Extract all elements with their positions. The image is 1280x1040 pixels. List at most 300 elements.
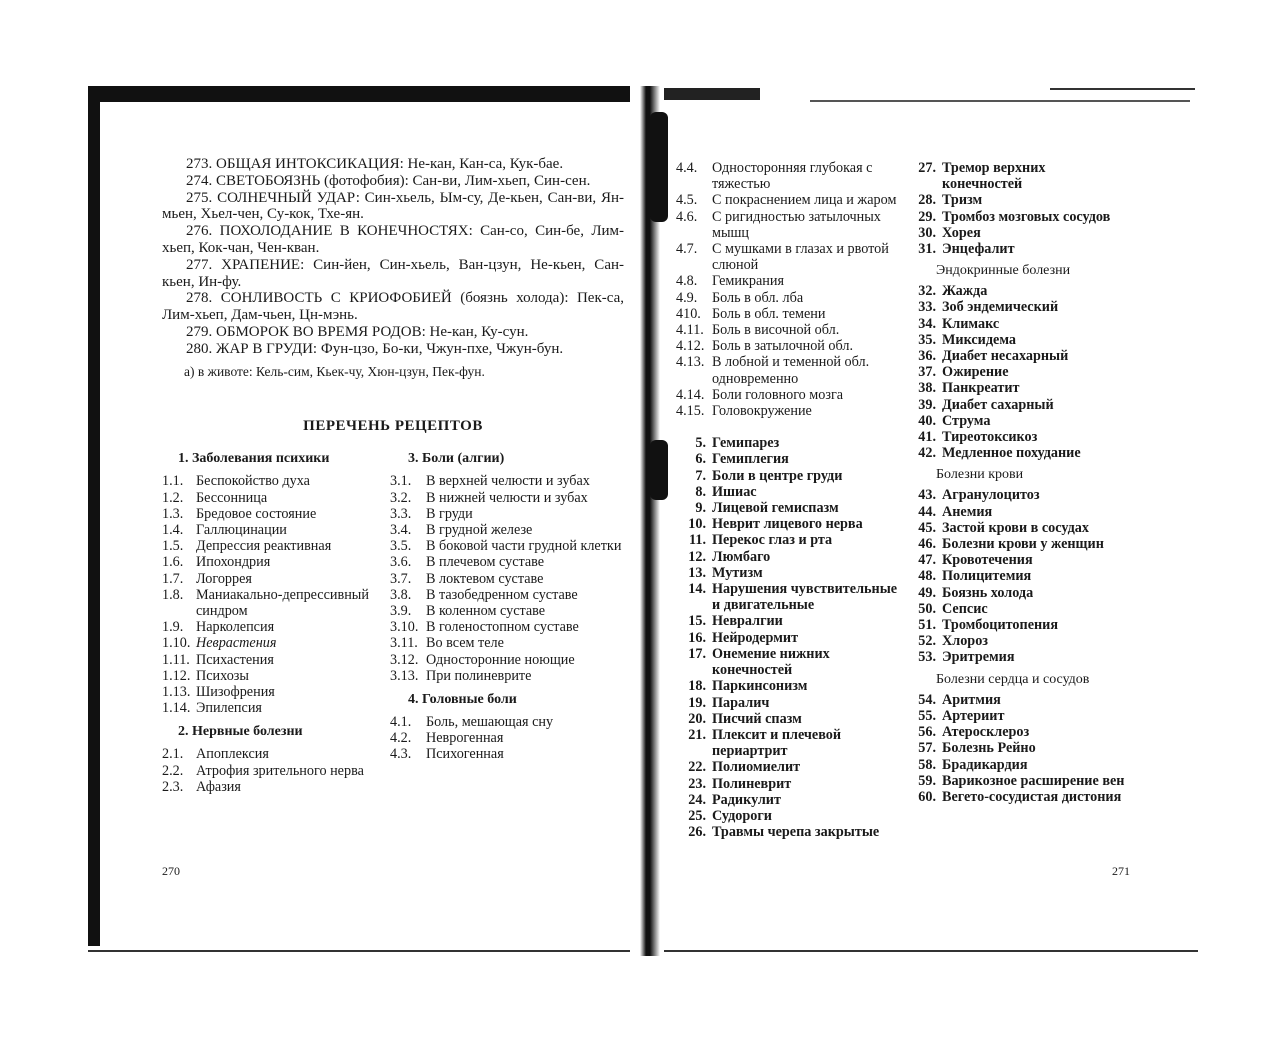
list-item <box>676 241 904 273</box>
item-text: Полицитемия <box>942 568 1032 585</box>
list-item <box>912 348 1126 364</box>
index-entry <box>162 223 624 257</box>
spine-shadow <box>650 440 668 500</box>
list-item <box>162 571 380 587</box>
entry-number: 275. <box>186 189 213 206</box>
item-number: 25. <box>688 807 706 824</box>
item-text: Плексит и плечевой периартрит <box>712 726 842 760</box>
item-number: 56. <box>918 724 936 741</box>
item-text: Писчий спазм <box>712 710 802 727</box>
item-text: Перекос глаз и рта <box>712 532 833 549</box>
list-item <box>676 209 904 241</box>
list-item <box>912 789 1126 805</box>
list-item <box>162 668 380 684</box>
item-number: 3.3. <box>390 505 412 522</box>
list-item <box>912 429 1126 445</box>
item-text: Односторонняя глубокая с тяжестью <box>712 160 873 193</box>
item-text: Климакс <box>942 315 1000 332</box>
entry-text: СВЕТОБОЯЗНЬ (фотофобия): Сан-ви, Лим-хьеп, Син-сен. <box>216 172 591 189</box>
list-item <box>912 649 1126 665</box>
item-text: Невралгии <box>712 613 783 630</box>
item-number: 6. <box>695 451 706 468</box>
item-text: Анемия <box>942 503 993 520</box>
item-number: 1.13. <box>162 684 191 700</box>
item-number: 45. <box>918 519 936 536</box>
item-number: 1.3. <box>162 505 184 522</box>
item-number: 3.2. <box>390 489 412 506</box>
list-item <box>390 571 626 587</box>
list-item <box>912 413 1126 429</box>
item-number: 50. <box>918 600 936 617</box>
list-item <box>676 322 904 338</box>
item-text: Люмбаго <box>712 548 771 565</box>
item-text: Ожирение <box>942 364 1009 381</box>
item-number: 4.9. <box>676 289 698 306</box>
list-item <box>676 581 904 613</box>
item-text: Онемение нижних конечностей <box>712 645 830 679</box>
list-item <box>676 824 904 840</box>
item-number: 2.1. <box>162 746 184 763</box>
item-text: Артериит <box>942 707 1005 724</box>
item-number: 1.6. <box>162 554 184 571</box>
item-text: Медленное похудание <box>942 445 1081 462</box>
item-text: В тазобедренном суставе <box>426 586 578 603</box>
item-number: 1.4. <box>162 521 184 538</box>
item-text: Боль, мешающая сну <box>426 714 554 730</box>
item-number: 48. <box>918 568 936 585</box>
item-text: Бредовое состояние <box>196 505 317 522</box>
item-number: 1.1. <box>162 473 184 490</box>
item-text: Панкреатит <box>942 380 1020 397</box>
list-item <box>912 692 1126 708</box>
list-item <box>676 808 904 824</box>
item-text: Нейродермит <box>712 629 799 646</box>
list-item <box>912 160 1126 192</box>
item-number: 4.11. <box>676 322 704 339</box>
item-text: Гемипарез <box>712 435 780 452</box>
item-number: 1.5. <box>162 538 184 555</box>
entry-number: 280. <box>186 340 213 357</box>
item-number: 4.2. <box>390 730 412 747</box>
item-number: 3.8. <box>390 586 412 603</box>
list-item <box>162 746 380 762</box>
item-text: Боль в височной обл. <box>712 322 840 339</box>
list-item <box>676 792 904 808</box>
item-text: Энцефалит <box>942 241 1015 258</box>
item-text: Диабет сахарный <box>942 396 1054 413</box>
list-item <box>676 273 904 289</box>
list-item <box>162 490 380 506</box>
entry-text: ЖАР В ГРУДИ: Фун-цзо, Бо-ки, Чжун-пхе, Чжун-бун. <box>216 340 564 357</box>
list-item <box>162 635 380 651</box>
page-number-right: 271 <box>1112 864 1130 878</box>
item-text: В грудной железе <box>426 521 533 538</box>
list-item <box>390 603 626 619</box>
item-number: 4.5. <box>676 192 698 209</box>
entry-text: ОБЩАЯ ИНТОКСИКАЦИЯ: Не-кан, Кан-са, Кук-бае. <box>216 156 564 172</box>
item-text: В груди <box>426 505 473 522</box>
item-text: Болезнь Рейно <box>942 740 1036 757</box>
item-text: Апоплексия <box>196 746 269 763</box>
list-item <box>390 554 626 570</box>
list-item <box>162 522 380 538</box>
item-number: 12. <box>688 548 706 565</box>
item-number: 10. <box>688 516 706 533</box>
item-text: Лицевой гемиспазм <box>712 500 839 517</box>
list-item <box>676 468 904 484</box>
list-item <box>676 435 904 451</box>
item-number: 14. <box>688 581 706 598</box>
item-text: Мутизм <box>712 564 763 581</box>
entry-text: СОНЛИВОСТЬ С КРИОФОБИЕЙ (боязнь холода): Пек-са, Лим-хьеп, Дам-чьен, Цн-мэнь. <box>162 290 625 324</box>
item-number: 1.2. <box>162 489 184 506</box>
item-text: Эритремия <box>942 649 1015 666</box>
item-text: В боковой части грудной клетки <box>426 538 622 555</box>
list-item <box>676 306 904 322</box>
list-item <box>162 763 380 779</box>
index-entry <box>162 173 624 190</box>
index-entry <box>162 324 624 341</box>
item-number: 42. <box>918 445 936 462</box>
list-item <box>676 516 904 532</box>
item-text: Аритмия <box>942 691 1001 708</box>
item-text: Афазия <box>196 778 241 795</box>
item-number: 52. <box>918 633 936 650</box>
list-item <box>912 724 1126 740</box>
item-number: 60. <box>918 788 936 805</box>
list-item <box>676 484 904 500</box>
item-number: 7. <box>695 467 706 484</box>
list-item <box>912 380 1126 396</box>
item-number: 31. <box>918 241 936 258</box>
list-item <box>912 225 1126 241</box>
item-text: Тромбоз мозговых сосудов <box>942 208 1111 225</box>
item-number: 1.10. <box>162 635 191 652</box>
item-number: 3.1. <box>390 473 412 490</box>
list-item <box>162 538 380 554</box>
item-text: В локтевом суставе <box>426 570 544 587</box>
item-text: Психозы <box>196 667 249 684</box>
item-text: В плечевом суставе <box>426 554 545 571</box>
list-item <box>390 506 626 522</box>
item-number: 20. <box>688 710 706 727</box>
item-text: С мушками в глазах и рвотой слюной <box>712 241 889 274</box>
item-text: Паркинсонизм <box>712 678 808 695</box>
item-text: Радикулит <box>712 791 781 808</box>
item-text: Застой крови в сосудах <box>942 519 1089 536</box>
list-item <box>676 403 904 419</box>
item-number: 4.15. <box>676 403 705 420</box>
item-text: Атеросклероз <box>942 724 1030 741</box>
item-text: Нарушения чувствительные и двигательные <box>712 581 898 614</box>
item-text: Неврит лицевого нерва <box>712 516 863 533</box>
list-item <box>912 601 1126 617</box>
list-item <box>162 779 380 795</box>
list-item <box>676 549 904 565</box>
list-item <box>676 354 904 386</box>
item-text: Брадикардия <box>942 756 1028 773</box>
section-heading: ПЕРЕЧЕНЬ РЕЦЕПТОВ <box>303 418 483 435</box>
item-text: Ипохондрия <box>196 554 271 571</box>
item-number: 33. <box>918 299 936 316</box>
list-item <box>390 635 626 651</box>
item-number: 30. <box>918 224 936 241</box>
item-text: Нарколепсия <box>196 619 275 636</box>
category-title: 2. Нервные болезни <box>178 724 303 740</box>
item-number: 19. <box>688 694 706 711</box>
item-text: Полиневрит <box>712 775 792 792</box>
item-number: 21. <box>688 726 706 743</box>
item-number: 2.3. <box>162 778 184 795</box>
item-text: Зоб эндемический <box>942 299 1059 316</box>
item-number: 4.3. <box>390 746 412 763</box>
item-number: 3.11. <box>390 635 418 652</box>
item-number: 23. <box>688 775 706 792</box>
item-text: Ишиас <box>712 483 757 500</box>
list-item <box>912 757 1126 773</box>
item-number: 3.12. <box>390 651 419 668</box>
item-text: При полиневрите <box>426 667 532 684</box>
item-text: Судороги <box>712 807 772 824</box>
item-text: Неврастения <box>196 635 277 652</box>
item-text: Шизофрения <box>196 684 275 700</box>
item-text: Во всем теле <box>426 635 504 652</box>
item-text: Неврогенная <box>426 730 504 747</box>
item-number: 1.14. <box>162 700 191 717</box>
item-text: В лобной и теменной обл. одновременно <box>712 354 870 387</box>
list-item <box>912 520 1126 536</box>
entry-number: 279. <box>186 323 213 340</box>
item-text: Миксидема <box>942 331 1016 348</box>
list-item <box>676 192 904 208</box>
list-item <box>912 192 1126 208</box>
item-text: Хлороз <box>942 633 988 650</box>
item-number: 4.6. <box>676 208 698 225</box>
item-text: Струма <box>942 412 991 429</box>
list-item <box>390 746 626 762</box>
entry-text: СОЛНЕЧНЫЙ УДАР: Син-хьель, Ым-су, Де-кьен, Сан-ви, Ян-мьен, Хьел-чен, Су-кок, Тхе-ян. <box>162 189 624 223</box>
recipe-column-1 <box>162 451 380 795</box>
list-item <box>912 209 1126 225</box>
item-number: 4.1. <box>390 714 412 730</box>
item-text: Беспокойство духа <box>196 473 310 490</box>
item-number: 59. <box>918 772 936 789</box>
item-number: 29. <box>918 208 936 225</box>
item-text: Галлюцинации <box>196 521 287 538</box>
category-title: 3. Боли (алгии) <box>408 451 505 467</box>
item-text: Травмы черепа закрытые <box>712 824 880 841</box>
index-entry <box>162 190 624 224</box>
item-number: 410. <box>676 305 701 322</box>
item-number: 8. <box>695 483 706 500</box>
item-text: Атрофия зрительного нерва <box>196 762 364 779</box>
item-text: Психогенная <box>426 746 504 763</box>
index-entry <box>162 341 624 358</box>
item-number: 3.13. <box>390 667 419 684</box>
item-text: Агранулоцитоз <box>942 487 1040 504</box>
item-number: 46. <box>918 536 936 553</box>
entry-text: ХРАПЕНИЕ: Син-йен, Син-хьель, Ван-цзун, Не-кьен, Сан-кьен, Ин-фу. <box>162 256 624 290</box>
list-item <box>390 730 626 746</box>
list-item <box>676 613 904 629</box>
list-item <box>390 652 626 668</box>
list-item <box>676 678 904 694</box>
item-number: 1.12. <box>162 667 191 684</box>
item-number: 4.7. <box>676 241 698 258</box>
item-text: Гемикрания <box>712 273 784 290</box>
item-text: С ригидностью затылочных мышц <box>712 208 881 241</box>
item-number: 13. <box>688 564 706 581</box>
list-item <box>912 617 1126 633</box>
list-item <box>912 708 1126 724</box>
list-item <box>162 587 380 619</box>
item-number: 1.8. <box>162 586 184 603</box>
list-item <box>912 364 1126 380</box>
item-number: 3.6. <box>390 554 412 571</box>
list-item <box>390 668 626 684</box>
item-number: 11. <box>689 532 706 549</box>
item-text: Головокружение <box>712 403 812 420</box>
list-item <box>912 316 1126 332</box>
item-number: 16. <box>688 629 706 646</box>
item-number: 44. <box>918 503 936 520</box>
item-number: 36. <box>918 348 936 365</box>
list-item <box>162 506 380 522</box>
scan-rule-top-right-short <box>1050 88 1195 90</box>
item-text: Тромбоцитопения <box>942 617 1059 634</box>
list-item <box>912 633 1126 649</box>
item-number: 38. <box>918 380 936 397</box>
list-item <box>162 619 380 635</box>
list-item <box>162 554 380 570</box>
category-title: 1. Заболевания психики <box>178 451 330 467</box>
list-item <box>676 290 904 306</box>
list-item <box>912 504 1126 520</box>
item-text: Болезни крови у женщин <box>942 536 1104 553</box>
item-number: 4.14. <box>676 386 705 403</box>
item-text: Хорея <box>942 224 981 241</box>
item-text: В коленном суставе <box>426 602 546 619</box>
item-text: Тремор верхних конечностей <box>942 160 1046 193</box>
item-number: 15. <box>688 613 706 630</box>
item-text: Паралич <box>712 694 770 711</box>
list-item <box>162 473 380 489</box>
list-item <box>390 490 626 506</box>
item-text: Психастения <box>196 651 274 668</box>
item-text: Односторонние ноющие <box>426 651 575 668</box>
item-text: Боль в обл. лба <box>712 289 804 306</box>
item-number: 43. <box>918 487 936 504</box>
list-item <box>912 552 1126 568</box>
item-number: 4.4. <box>676 160 698 176</box>
list-item <box>912 397 1126 413</box>
list-item <box>676 646 904 678</box>
item-text: Кровотечения <box>942 552 1033 569</box>
item-text: Тиреотоксикоз <box>942 429 1038 446</box>
recipe-column-3 <box>676 160 904 840</box>
item-number: 3.4. <box>390 521 412 538</box>
list-item <box>912 740 1126 756</box>
item-number: 1.9. <box>162 619 184 636</box>
scan-edge-left <box>88 86 100 946</box>
item-number: 49. <box>918 584 936 601</box>
list-item <box>676 387 904 403</box>
index-entry <box>162 156 624 173</box>
entry-number: 277. <box>186 256 213 273</box>
scan-edge-top-right <box>660 88 760 100</box>
item-number: 3.5. <box>390 538 412 555</box>
item-text: Бессонница <box>196 489 268 506</box>
recipe-column-2 <box>390 451 626 762</box>
item-text: Боязнь холода <box>942 584 1034 601</box>
item-number: 55. <box>918 707 936 724</box>
item-number: 4.12. <box>676 338 705 355</box>
category-title: Болезни сердца и сосудов <box>936 671 1090 687</box>
item-number: 47. <box>918 552 936 569</box>
item-text: Диабет несахарный <box>942 348 1069 365</box>
item-number: 53. <box>918 649 936 666</box>
left-page <box>162 156 624 831</box>
item-number: 51. <box>918 617 936 634</box>
list-item <box>390 587 626 603</box>
list-item <box>912 299 1126 315</box>
category-title: Болезни крови <box>936 467 1024 483</box>
scan-rule-top-right <box>810 100 1190 102</box>
list-item <box>390 619 626 635</box>
list-item <box>676 727 904 759</box>
item-text: В голеностопном суставе <box>426 619 579 636</box>
item-text: Боль в затылочной обл. <box>712 338 854 355</box>
item-number: 3.7. <box>390 570 412 587</box>
item-number: 40. <box>918 412 936 429</box>
item-text: Вегето-сосудистая дистония <box>942 788 1122 805</box>
list-item <box>912 445 1126 461</box>
item-text: Маниакально-депрессивный синдром <box>196 586 369 619</box>
item-number: 4.8. <box>676 273 698 290</box>
item-number: 22. <box>688 759 706 776</box>
item-text: Гемиплегия <box>712 451 789 468</box>
list-item <box>676 500 904 516</box>
item-text: Боль в обл. темени <box>712 305 826 322</box>
entry-text: ПОХОЛОДАНИЕ В КОНЕЧНОСТЯХ: Сан-со, Син-бе, Лим-хьеп, Кок-чан, Чен-кван. <box>162 223 625 256</box>
item-text: Сепсис <box>942 600 988 617</box>
page-number-left: 270 <box>162 864 180 878</box>
item-number: 3.10. <box>390 619 419 636</box>
list-item <box>676 759 904 775</box>
item-number: 58. <box>918 756 936 773</box>
list-item <box>162 684 380 700</box>
item-number: 39. <box>918 396 936 413</box>
list-item <box>912 332 1126 348</box>
recipe-list <box>162 451 624 831</box>
item-text: Тризм <box>942 192 983 209</box>
item-text: Депрессия реактивная <box>196 538 332 555</box>
item-text: Эпилепсия <box>196 700 262 717</box>
list-item <box>390 473 626 489</box>
list-item <box>676 532 904 548</box>
item-number: 41. <box>918 429 936 446</box>
list-item <box>390 538 626 554</box>
recipe-column-4 <box>912 160 1126 805</box>
item-number: 35. <box>918 331 936 348</box>
list-item <box>676 338 904 354</box>
index-entry <box>162 290 624 324</box>
item-number: 17. <box>688 645 706 662</box>
entry-text: ОБМОРОК ВО ВРЕМЯ РОДОВ: Не-кан, Ку-сун. <box>216 323 529 340</box>
list-item <box>390 522 626 538</box>
list-item <box>912 773 1126 789</box>
item-number: 4.13. <box>676 354 705 371</box>
